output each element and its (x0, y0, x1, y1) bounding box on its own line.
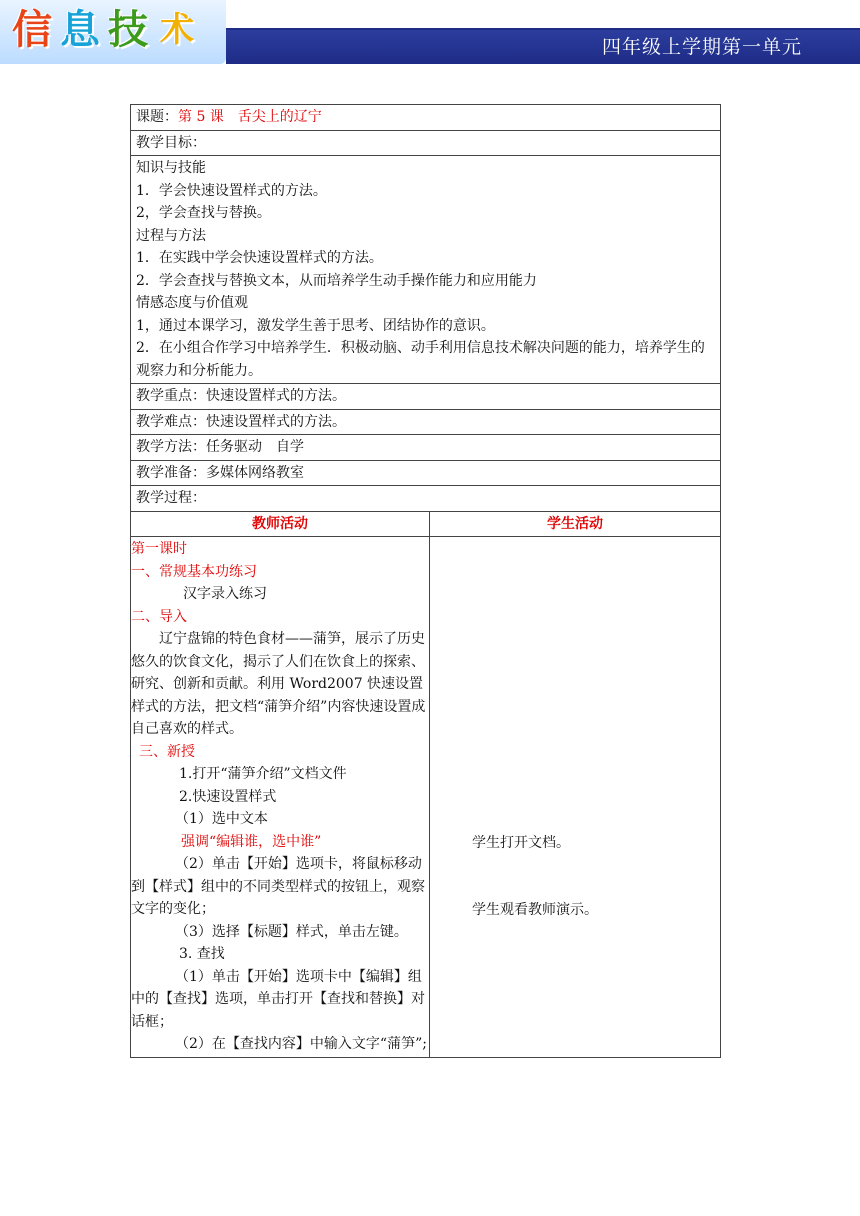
objectives-label: 教学目标： (131, 130, 721, 156)
student-activity: 学生观看教师演示。 (472, 902, 598, 918)
activity-item: 汉字录入练习 (183, 586, 267, 602)
emphasis-note: 强调“编辑谁，选中谁” (181, 833, 322, 850)
method: 教学方法：任务驱动 自学 (131, 435, 721, 461)
difficulty-row (131, 409, 721, 435)
objectives-cell (131, 156, 721, 384)
objective-line: 2．学会查找与替换文本，从而培养学生动手操作能力和应用能力 (136, 272, 537, 289)
sub-step: （1）选中文本 (175, 811, 268, 827)
sub-step: （3）选择【标题】样式，单击左键。 (175, 923, 408, 940)
objective-line: 2．在小组合作学习中培养学生．积极动脑、动手利用信息技术解决问题的能力，培养学生的观察力和分析能力。 (136, 340, 705, 379)
method-row (131, 435, 721, 461)
lesson-plan-table (130, 104, 721, 1058)
difficulty: 教学难点：快速设置样式的方法。 (131, 409, 721, 435)
title-label: 课题： (136, 109, 178, 125)
student-activity: 学生打开文档。 (472, 835, 570, 851)
preparation-row (131, 460, 721, 486)
unit-subtitle: 四年级上学期第一单元 (601, 36, 802, 58)
activity-row (131, 537, 721, 1058)
process-label-row (131, 486, 721, 512)
sub-step: （2）在【查找内容】中输入文字“蒲笋”; (175, 1036, 427, 1052)
objectives-label-row (131, 130, 721, 156)
title-row (131, 105, 721, 131)
column-header-row (131, 511, 721, 537)
process-label: 教学过程： (131, 486, 721, 512)
lesson-title: 第 5 课 舌尖上的辽宁 (178, 109, 322, 125)
objective-line: 2，学会查找与替换。 (136, 205, 271, 221)
student-activity-cell (430, 537, 721, 1058)
sub-step: （1）单击【开始】选项卡中【编辑】组中的【查找】选项，单击打开【查找和替换】对话框； (131, 968, 425, 1030)
logo-char-1: 信 (12, 7, 52, 53)
logo-char-3: 技 (108, 7, 148, 53)
logo-char-4: 术 (160, 10, 194, 50)
step: 3. 查找 (179, 946, 225, 962)
step: 1.打开“蒲笋介绍”文档文件 (179, 766, 347, 782)
objective-line: 过程与方法 (136, 227, 206, 244)
section-heading: 三、新授 (139, 743, 195, 760)
objective-line: 情感态度与价值观 (136, 295, 248, 311)
section-heading: 一、常规基本功练习 (131, 563, 257, 580)
objectives-row (131, 156, 721, 384)
step: 2.快速设置样式 (179, 788, 277, 805)
intro-paragraph: 辽宁盘锦的特色食材——蒲笋，展示了历史悠久的饮食文化，揭示了人们在饮食上的探索、研究、创新和贡献。利用 Word2007 快速设置样式的方法，把文档“蒲笋介绍”内容快速设置成自己喜欢的样式。 (131, 631, 426, 737)
objective-line: 1．在实践中学会快速设置样式的方法。 (136, 250, 383, 266)
section-heading: 二、导入 (131, 608, 187, 625)
key-point-row (131, 384, 721, 410)
header-banner (226, 30, 860, 64)
teacher-activity-cell (131, 537, 430, 1058)
logo-char-2: 息 (60, 7, 100, 53)
objective-line: 知识与技能 (136, 160, 206, 176)
preparation: 教学准备：多媒体网络教室 (131, 460, 721, 486)
student-column-header: 学生活动 (430, 511, 721, 537)
page-header (0, 0, 860, 70)
subject-logo (0, 0, 226, 64)
objective-line: 1，通过本课学习，激发学生善于思考、团结协作的意识。 (136, 317, 495, 334)
objective-line: 1．学会快速设置样式的方法。 (136, 182, 327, 199)
title-cell (131, 105, 721, 131)
key-point: 教学重点：快速设置样式的方法。 (131, 384, 721, 410)
lesson-period: 第一课时 (131, 541, 187, 557)
sub-step: （2）单击【开始】选项卡，将鼠标移动到【样式】组中的不同类型样式的按钮上，观察文字的变化； (131, 856, 425, 917)
teacher-column-header: 教师活动 (131, 511, 430, 537)
header-banner-line (226, 28, 860, 30)
